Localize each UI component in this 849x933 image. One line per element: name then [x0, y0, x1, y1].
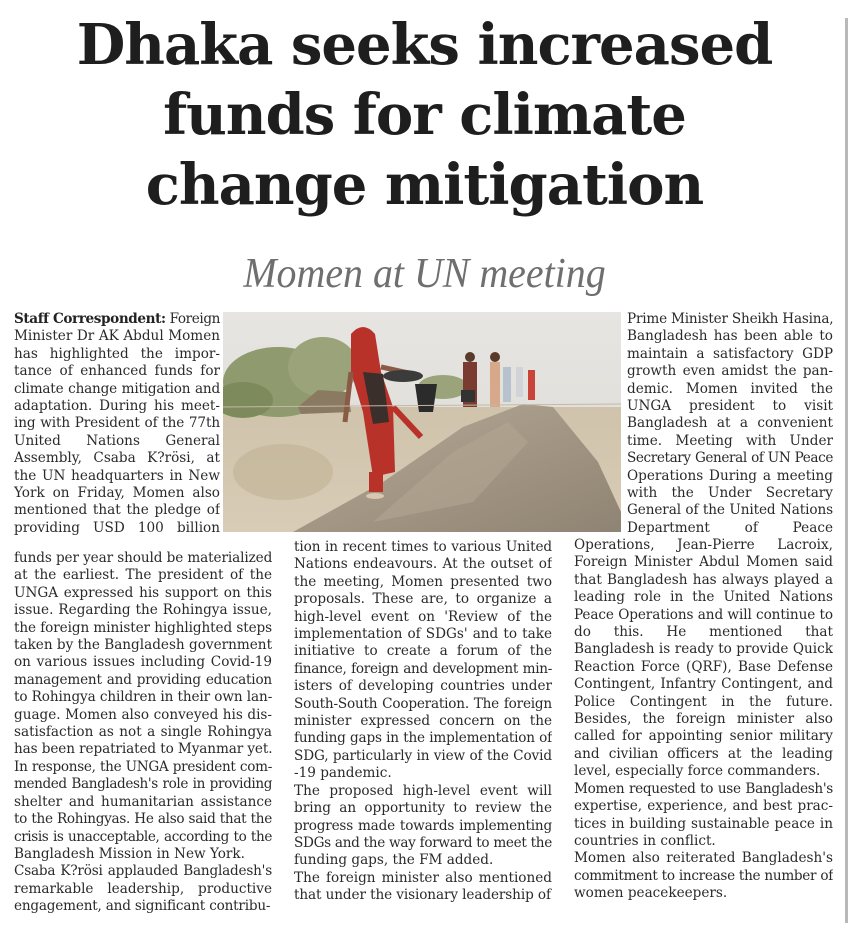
text-line: funding gaps in the implementation of [294, 730, 552, 747]
text-line: isters of developing countries under [294, 678, 552, 695]
column-1-continued [14, 550, 272, 916]
headline [0, 10, 849, 220]
text-line: women peacekeepers. [574, 885, 728, 902]
text-line: on various issues including Covid-19 [14, 654, 272, 671]
headline-line: Dhaka seeks increased [76, 12, 773, 78]
text-line: progress made towards implementing [294, 817, 552, 834]
text-line: maintain a satisfactory GDP [627, 345, 833, 362]
text-line: funding gaps, the FM added. [294, 852, 494, 869]
column-3 [627, 311, 833, 537]
column-2 [294, 539, 552, 905]
text-line: Secretary General of UN Peace [627, 450, 833, 467]
text-line: initiative to create a forum of the [294, 643, 552, 660]
text-line: bring an opportunity to review the [294, 800, 552, 817]
text-line [14, 311, 220, 328]
text-line: Bangladesh is ready to provide Quick [574, 641, 833, 658]
text-line: finance, foreign and development min- [294, 660, 552, 677]
text-line: at the earliest. The president of the [14, 567, 272, 584]
text-line: that Bangladesh has always played a [574, 571, 833, 588]
text-line: taken by the Bangladesh government [14, 637, 272, 654]
text-line: to Rohingya children in their own lan- [14, 689, 272, 706]
text-line: South-South Cooperation. The foreign [294, 695, 552, 712]
text-line: issue. Regarding the Rohingya issue, [14, 602, 272, 619]
text-line: UNGA president to visit [627, 398, 833, 415]
text-line: shelter and humanitarian assistance [14, 793, 272, 810]
text-line: satisfaction as not a single Rohingya [14, 724, 272, 741]
text-line: leading role in the United Nations [574, 589, 833, 606]
text-line: Minister Dr AK Abdul Momen [14, 328, 220, 345]
text-line: tance of enhanced funds for [14, 363, 220, 380]
text-line: The foreign minister also mentioned [294, 869, 552, 886]
text-line: Operations During a meeting [627, 467, 833, 484]
flood-embankment-photo-icon [223, 312, 621, 532]
text-line: Bangladesh has been able to [627, 328, 833, 345]
subheadline: Momen at UN meeting [243, 251, 606, 297]
column-1 [14, 311, 220, 537]
text-line: high-level event on 'Review of the [294, 608, 552, 625]
text-line-body: Foreign [169, 311, 220, 327]
text-line: level, especially force commanders. [574, 763, 821, 780]
text-line: the foreign minister highlighted steps [14, 619, 272, 636]
text-line: -19 pandemic. [294, 765, 392, 782]
text-line: York on Friday, Momen also [14, 485, 220, 502]
text-line: providing USD 100 billion [14, 519, 220, 536]
text-line: SDG, particularly in view of the Covid [294, 747, 552, 764]
text-line: engagement, and significant contribu- [14, 898, 271, 915]
text-line: Nations endeavours. At the outset of [294, 556, 552, 573]
text-line: and civilian officers at the leading [574, 745, 833, 762]
text-line: management and providing education [14, 671, 272, 688]
text-line: called for appointing senior military [574, 728, 833, 745]
text-line: Foreign Minister Abdul Momen said [574, 554, 833, 571]
text-line: adaptation. During his meet- [14, 398, 220, 415]
news-photo [223, 312, 621, 532]
text-line: guage. Momen also conveyed his dis- [14, 706, 272, 723]
byline: Staff Correspondent: [14, 311, 166, 327]
text-line: United Nations General [14, 432, 220, 449]
text-line: UNGA expressed his support on this [14, 584, 272, 601]
text-line: tices in building sustainable peace in [574, 815, 833, 832]
text-line: funds per year should be materialized [14, 550, 272, 566]
text-line: mended Bangladesh's role in providing [14, 776, 272, 793]
text-line: climate change mitigation and [14, 380, 220, 397]
text-line: implementation of SDGs' and to take [294, 626, 552, 643]
text-line: to the Rohingyas. He also said that the [14, 811, 272, 828]
text-line: Department of Peace [627, 519, 833, 536]
text-line: growth even amidst the pan- [627, 363, 833, 380]
text-line: Reaction Force (QRF), Base Defense [574, 658, 833, 675]
text-line: proposals. These are, to organize a [294, 591, 552, 608]
text-line: Peace Operations and will continue to [574, 606, 833, 623]
text-line: has been repatriated to Myanmar yet. [14, 741, 272, 758]
text-line: Operations, Jean-Pierre Lacroix, [574, 537, 833, 553]
text-line: has highlighted the impor- [14, 345, 220, 362]
text-line: Momen also reiterated Bangladesh's [574, 850, 833, 867]
text-line: tion in recent times to various United [294, 539, 552, 555]
text-line: Bangladesh Mission in New York. [14, 845, 245, 862]
text-line: Csaba K?rösi applauded Bangladesh's [14, 863, 272, 880]
text-line: Prime Minister Sheikh Hasina, [627, 311, 833, 327]
text-line: countries in conflict. [574, 832, 716, 849]
text-line: Bangladesh at a convenient [627, 415, 833, 432]
text-line: The proposed high-level event will [294, 782, 552, 799]
text-line: demic. Momen invited the [627, 380, 833, 397]
text-line: Contingent, Infantry Contingent, and [574, 676, 833, 693]
column-3-continued [574, 537, 833, 903]
text-line: expertise, experience, and best prac- [574, 798, 833, 815]
text-line: mentioned that the pledge of [14, 502, 220, 519]
text-line: minister expressed concern on the [294, 713, 552, 730]
text-line: commitment to increase the number of [574, 867, 833, 884]
text-line: Police Contingent in the future. [574, 693, 833, 710]
text-line: time. Meeting with Under [627, 432, 833, 449]
text-line: ing with President of the 77th [14, 415, 220, 432]
text-line: do this. He mentioned that [574, 624, 833, 641]
text-line: Momen requested to use Bangladesh's [574, 780, 833, 797]
text-line: In response, the UNGA president com- [14, 758, 272, 775]
headline-line: change mitigation [145, 152, 704, 218]
text-line: the UN headquarters in New [14, 467, 220, 484]
text-line: remarkable leadership, productive [14, 880, 272, 897]
text-line: General of the United Nations [627, 502, 833, 519]
text-line: with the Under Secretary [627, 485, 833, 502]
text-line: that under the visionary leadership of [294, 887, 551, 904]
text-line: Assembly, Csaba K?rösi, at [14, 450, 220, 467]
text-line: the meeting, Momen presented two [294, 573, 552, 590]
text-line: Besides, the foreign minister also [574, 711, 833, 728]
headline-line: funds for climate [163, 82, 686, 148]
text-line: SDGs and the way forward to meet the [294, 834, 552, 851]
text-line: crisis is unacceptable, according to the [14, 828, 272, 845]
